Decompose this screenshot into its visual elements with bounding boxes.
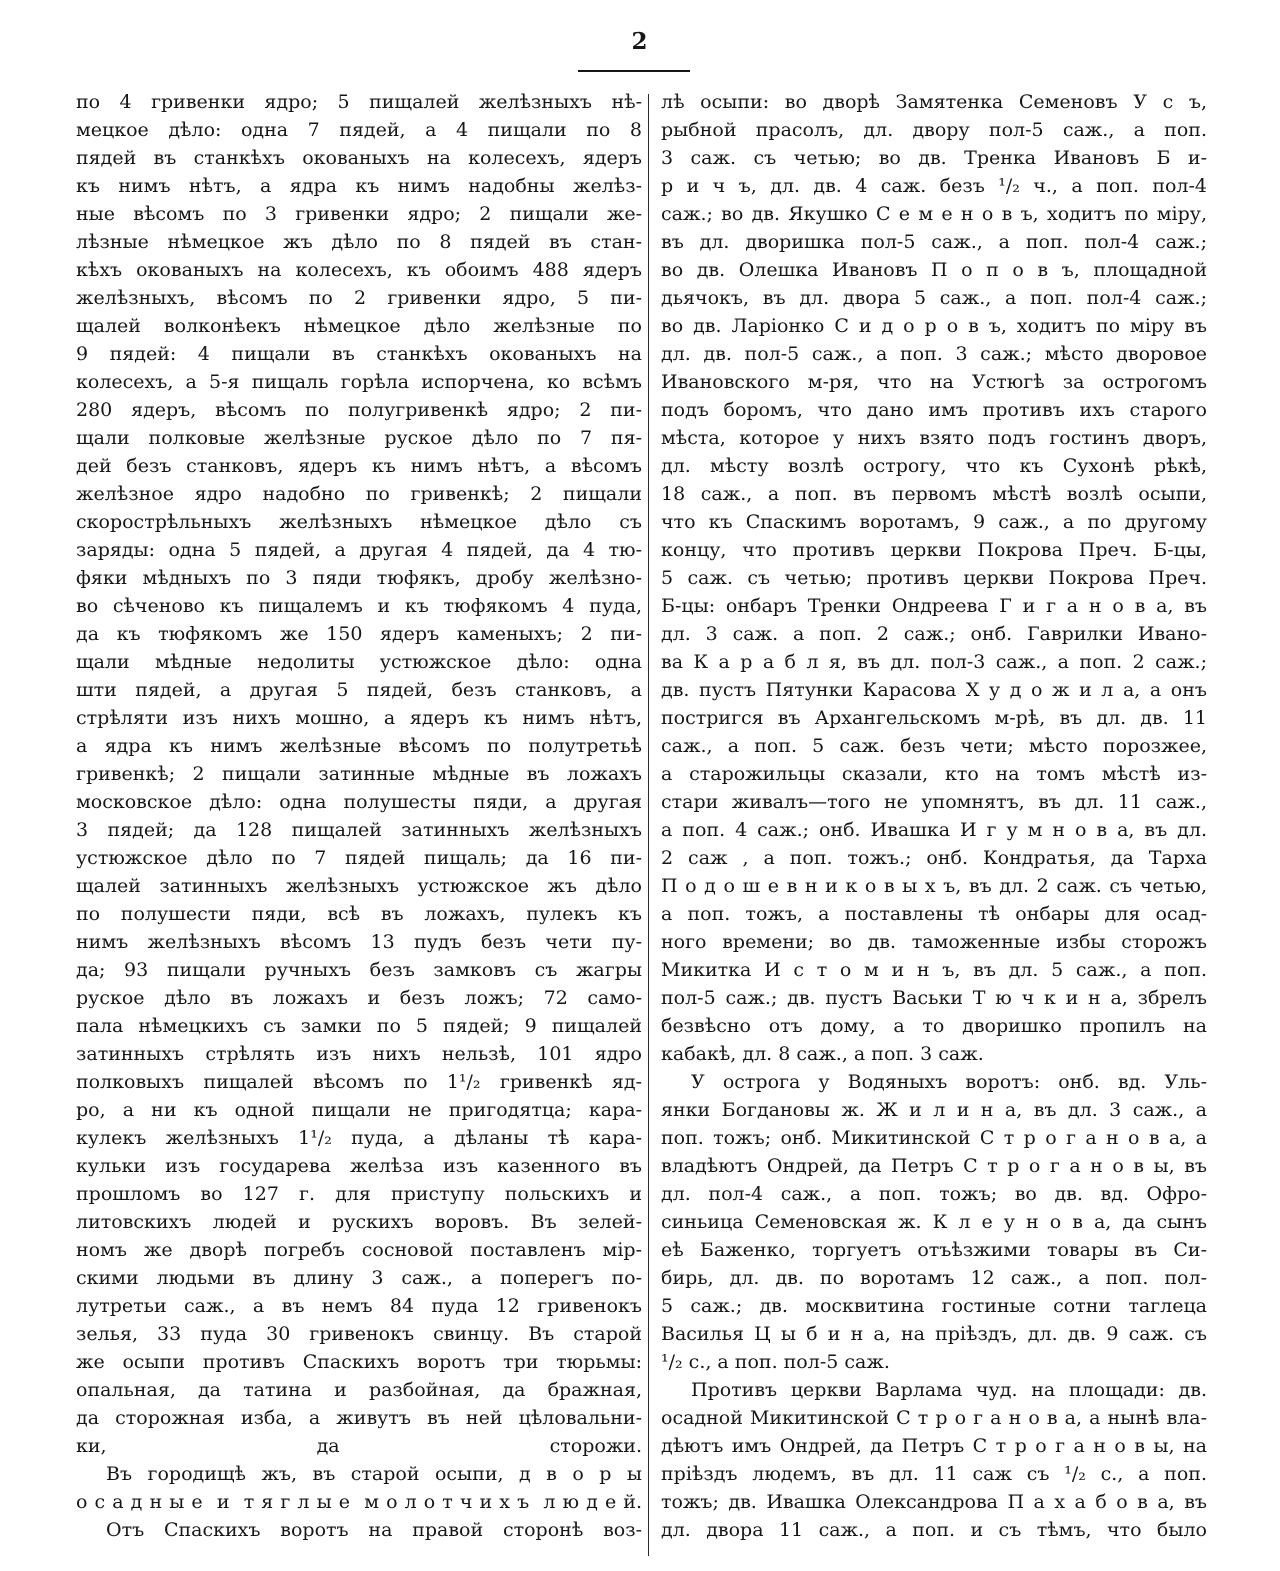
text-line: во сѣченово къ пищалемъ и къ тюфякомъ 4 пуда, xyxy=(76,595,642,617)
text-line: Василья Ц ы б и н а, на пріѣздъ, дл. дв. 9 саж. съ xyxy=(661,1323,1207,1345)
text-line: скими людьми въ длину 3 саж., а поперегъ по- xyxy=(76,1267,642,1289)
text-line: лѣ осыпи: во дворѣ Замятенка Семеновъ У с ъ, xyxy=(661,91,1207,113)
text-line: Ивановского м-ря, что на Устюгѣ за острогомъ xyxy=(661,371,1207,393)
text-line: 280 ядеръ, вѣсомъ по полугривенкѣ ядро; 2 пи- xyxy=(76,399,642,421)
text-line: же осыпи противъ Спаскихъ воротъ три тюрьмы: xyxy=(76,1351,642,1373)
text-line: кульки изъ государева желѣза изъ казенного въ xyxy=(76,1155,642,1177)
text-line: гривенкѣ; 2 пищали затинные мѣдные въ ложахъ xyxy=(76,763,642,785)
text-line: постригся въ Архангельскомъ м-рѣ, въ дл. дв. 11 xyxy=(661,707,1207,729)
text-line: концу, что противъ церкви Покрова Преч. Б-цы, xyxy=(661,539,1207,561)
text-line: кулекъ желѣзныхъ 1¹/₂ пуда, а дѣланы тѣ кара- xyxy=(76,1127,642,1149)
text-line: дл. мѣсту возлѣ острогу, что къ Сухонѣ рѣкѣ, xyxy=(661,455,1207,477)
text-line: рыбной прасолъ, дл. двору пол-5 саж., а поп. xyxy=(661,119,1207,141)
text-line: во дв. Олешка Ивановъ П о п о в ъ, площадной xyxy=(661,259,1207,281)
text-line: дл. 3 саж. а поп. 2 саж.; онб. Гаврилки Ивано- xyxy=(661,623,1207,645)
text-line: что къ Спаскимъ воротамъ, 9 саж., а по другому xyxy=(661,511,1207,533)
text-line: 3 пядей; да 128 пищалей затинныхъ желѣзныхъ xyxy=(76,819,642,841)
text-line: щалей волконѣекъ нѣмецкое дѣло желѣзные по xyxy=(76,315,642,337)
text-line: р и ч ъ, дл. дв. 4 саж. безъ ¹/₂ ч., а поп. пол-4 xyxy=(661,175,1207,197)
header-rule xyxy=(578,70,690,72)
text-line: пала нѣмецкихъ съ замки по 5 пядей; 9 пищалей xyxy=(76,1015,642,1037)
text-line: ные вѣсомъ по 3 гривенки ядро; 2 пищали же- xyxy=(76,203,642,225)
text-line: по полушести пяди, всѣ въ ложахъ, пулекъ къ xyxy=(76,903,642,925)
text-line: прошломъ во 127 г. для приступу польскихъ и xyxy=(76,1183,642,1205)
text-line: мѣста, которое у нихъ взято подъ гостинъ дворъ, xyxy=(661,427,1207,449)
text-line: а поп. 4 саж.; онб. Ивашка И г у м н о в а, въ дл. xyxy=(661,819,1207,841)
text-line: Въ городищѣ жъ, въ старой осыпи, д в о р ы xyxy=(106,1463,642,1485)
text-line: поп. тожъ; онб. Микитинской С т р о г а н о в а, а xyxy=(661,1127,1207,1149)
text-line: ки, да сторожи. xyxy=(76,1435,642,1457)
text-line: ро, а ни къ одной пищали не пригодятца; кара- xyxy=(76,1099,642,1121)
text-line: къ нимъ нѣтъ, а ядра къ нимъ надобны желѣз- xyxy=(76,175,642,197)
text-line: зелья, 33 пуда 30 гривенокъ свинцу. Въ старой xyxy=(76,1323,642,1345)
text-line: 5 саж.; дв. москвитина гостиные сотни таглеца xyxy=(661,1295,1207,1317)
text-line: устюжское дѣло по 7 пядей пищаль; да 16 пи- xyxy=(76,847,642,869)
text-line: скорострѣльныхъ желѣзныхъ нѣмецкое дѣло съ xyxy=(76,511,642,533)
text-line: опальная, да татина и разбойная, да бражная, xyxy=(76,1379,642,1401)
text-line: да сторожная изба, а живутъ въ ней цѣловальни- xyxy=(76,1407,642,1429)
text-line: о с а д н ы е и т я г л ы е м о л о т ч и х ъ л ю д е й. xyxy=(76,1491,642,1513)
text-line: нимъ желѣзныхъ вѣсомъ 13 пудъ безъ чети пу- xyxy=(76,931,642,953)
text-line: 2 саж , а поп. тожъ.; онб. Кондратья, да Тарха xyxy=(661,847,1207,869)
text-line: дей безъ станковъ, ядеръ къ нимъ нѣтъ, а вѣсомъ xyxy=(76,455,642,477)
text-line: саж., а поп. 5 саж. безъ чети; мѣсто порозжее, xyxy=(661,735,1207,757)
text-line: щали полковые желѣзные руское дѣло по 7 пя- xyxy=(76,427,642,449)
text-line: да; 93 пищали ручныхъ безъ замковъ съ жагры xyxy=(76,959,642,981)
text-line: дл. пол-4 саж., а поп. тожъ; во дв. вд. Офро- xyxy=(661,1183,1207,1205)
text-line: шти пядей, а другая 5 пядей, безъ станковъ, а xyxy=(76,679,642,701)
left-column xyxy=(76,88,642,1544)
text-line: а старожильцы сказали, кто на томъ мѣстѣ из- xyxy=(661,763,1207,785)
text-line: безвѣсно отъ дому, а то дворишко пропилъ на xyxy=(661,1015,1207,1037)
text-line: стари живалъ—того не упомнятъ, въ дл. 11 саж., xyxy=(661,791,1207,813)
text-line: кѣхъ окованыхъ на колесехъ, къ обоимъ 488 ядеръ xyxy=(76,259,642,281)
text-line: ¹/₂ с., а поп. пол-5 саж. xyxy=(661,1351,890,1373)
text-line: 3 саж. съ четью; во дв. Тренка Ивановъ Б и- xyxy=(661,147,1207,169)
page-number: 2 xyxy=(631,28,649,55)
text-line: Б-цы: онбаръ Тренки Ондреева Г и г а н о в а, въ xyxy=(661,595,1207,617)
text-line: пол-5 саж.; дв. пустъ Васьки Т ю ч к и н а, збрелъ xyxy=(661,987,1207,1009)
text-line: пріѣздъ людемъ, въ дл. 11 саж съ ¹/₂ с., а поп. xyxy=(661,1463,1207,1485)
text-line: дьячокъ, въ дл. двора 5 саж., а поп. пол-4 саж.; xyxy=(661,287,1207,309)
text-line: У острога у Водяныхъ воротъ: онб. вд. Уль- xyxy=(691,1071,1207,1093)
column-divider xyxy=(648,94,649,1556)
text-line: стрѣляти изъ нихъ мошно, а ядеръ къ нимъ нѣтъ, xyxy=(76,707,642,729)
text-line: тожъ; дв. Ивашка Олександрова П а х а б о в а, въ xyxy=(661,1491,1207,1513)
text-line: руское дѣло въ ложахъ и безъ ложъ; 72 само- xyxy=(76,987,642,1009)
text-line: владѣютъ Ондрей, да Петръ С т р о г а н о в ы, въ xyxy=(661,1155,1207,1177)
text-line: щалей затинныхъ желѣзныхъ устюжское жъ дѣло xyxy=(76,875,642,897)
text-line: фяки мѣдныхъ по 3 пяди тюфякъ, дробу желѣзно- xyxy=(76,567,642,589)
text-line: кабакѣ, дл. 8 саж., а поп. 3 саж. xyxy=(661,1043,984,1065)
text-line: да къ тюфякомъ же 150 ядеръ каменыхъ; 2 пи- xyxy=(76,623,642,645)
text-line: московское дѣло: одна полушесты пяди, а другая xyxy=(76,791,642,813)
text-line: по 4 гривенки ядро; 5 пищалей желѣзныхъ нѣ- xyxy=(76,91,642,113)
text-line: а ядра къ нимъ желѣзные вѣсомъ по полутретьѣ xyxy=(76,735,642,757)
text-line: бирь, дл. дв. по воротамъ 12 саж., а поп. пол- xyxy=(661,1267,1207,1289)
text-line: дл. дв. пол-5 саж., а поп. 3 саж.; мѣсто дворовое xyxy=(661,343,1207,365)
text-line: Отъ Спаскихъ воротъ на правой сторонѣ воз- xyxy=(106,1519,642,1541)
text-line: Микитка И с т о м и н ъ, въ дл. 5 саж., а поп. xyxy=(661,959,1207,981)
text-line: синьица Семеновская ж. К л е у н о в а, да сынъ xyxy=(661,1211,1207,1233)
text-line: ного времени; во дв. таможенные избы сторожъ xyxy=(661,931,1207,953)
text-line: лутретьи саж., а въ немъ 84 пуда 12 гривенокъ xyxy=(76,1295,642,1317)
text-line: осадной Микитинской С т р о г а н о в а, а нынѣ вла- xyxy=(661,1407,1207,1429)
text-line: затинныхъ стрѣлять изъ нихъ нельзѣ, 101 ядро xyxy=(76,1043,642,1065)
text-line: пядей въ станкѣхъ окованыхъ на колесехъ, ядеръ xyxy=(76,147,642,169)
text-line: желѣзное ядро надобно по гривенкѣ; 2 пищали xyxy=(76,483,642,505)
text-line: а поп. тожъ, а поставлены тѣ онбары для осад- xyxy=(661,903,1207,925)
text-line: во дв. Ларіонко С и д о р о в ъ, ходитъ по міру въ xyxy=(661,315,1207,337)
text-line: 18 саж., а поп. въ первомъ мѣстѣ возлѣ осыпи, xyxy=(661,483,1207,505)
right-column xyxy=(661,88,1207,1544)
text-line: 9 пядей: 4 пищали въ станкѣхъ окованыхъ на xyxy=(76,343,642,365)
text-line: подъ боромъ, что дано имъ противъ ихъ старого xyxy=(661,399,1207,421)
text-line: колесехъ, а 5-я пищаль горѣла испорчена, ко всѣмъ xyxy=(76,371,642,393)
text-line: заряды: одна 5 пядей, а другая 4 пядей, да 4 тю- xyxy=(76,539,642,561)
text-line: дв. пустъ Пятунки Карасова Х у д о ж и л а, а онъ xyxy=(661,679,1207,701)
text-line: ва К а р а б л я, въ дл. пол-3 саж., а поп. 2 саж.; xyxy=(661,651,1207,673)
text-line: полковыхъ пищалей вѣсомъ по 1¹/₂ гривенкѣ яд- xyxy=(76,1071,642,1093)
text-line: щали мѣдные недолиты устюжское дѣло: одна xyxy=(76,651,642,673)
text-line: саж.; во дв. Якушко С е м е н о в ъ, ходитъ по міру, xyxy=(661,203,1207,225)
text-line: Противъ церкви Варлама чуд. на площади: дв. xyxy=(691,1379,1207,1401)
text-line: П о д о ш е в н и к о в ы х ъ, въ дл. 2 саж. съ четью, xyxy=(661,875,1207,897)
text-line: номъ же дворѣ погребъ сосновой поставленъ мір- xyxy=(76,1239,642,1261)
text-line: мецкое дѣло: одна 7 пядей, а 4 пищали по 8 xyxy=(76,119,642,141)
text-line: 5 саж. съ четью; противъ церкви Покрова Преч. xyxy=(661,567,1207,589)
text-line: дѣютъ имъ Ондрей, да Петръ С т р о г а н о в ы, на xyxy=(661,1435,1207,1457)
text-line: желѣзныхъ, вѣсомъ по 2 гривенки ядро, 5 пи- xyxy=(76,287,642,309)
text-line: еѣ Баженко, торгуетъ отъѣзжими товары въ Си- xyxy=(661,1239,1207,1261)
text-line: въ дл. дворишка пол-5 саж., а поп. пол-4 саж.; xyxy=(661,231,1207,253)
text-line: янки Богдановы ж. Ж и л и н а, въ дл. 3 саж., а xyxy=(661,1099,1207,1121)
text-line: литовскихъ людей и рускихъ воровъ. Въ зелей- xyxy=(76,1211,642,1233)
text-line: дл. двора 11 саж., а поп. и съ тѣмъ, что было xyxy=(661,1519,1207,1541)
text-line: лѣзные нѣмецкое жъ дѣло по 8 пядей въ стан- xyxy=(76,231,642,253)
